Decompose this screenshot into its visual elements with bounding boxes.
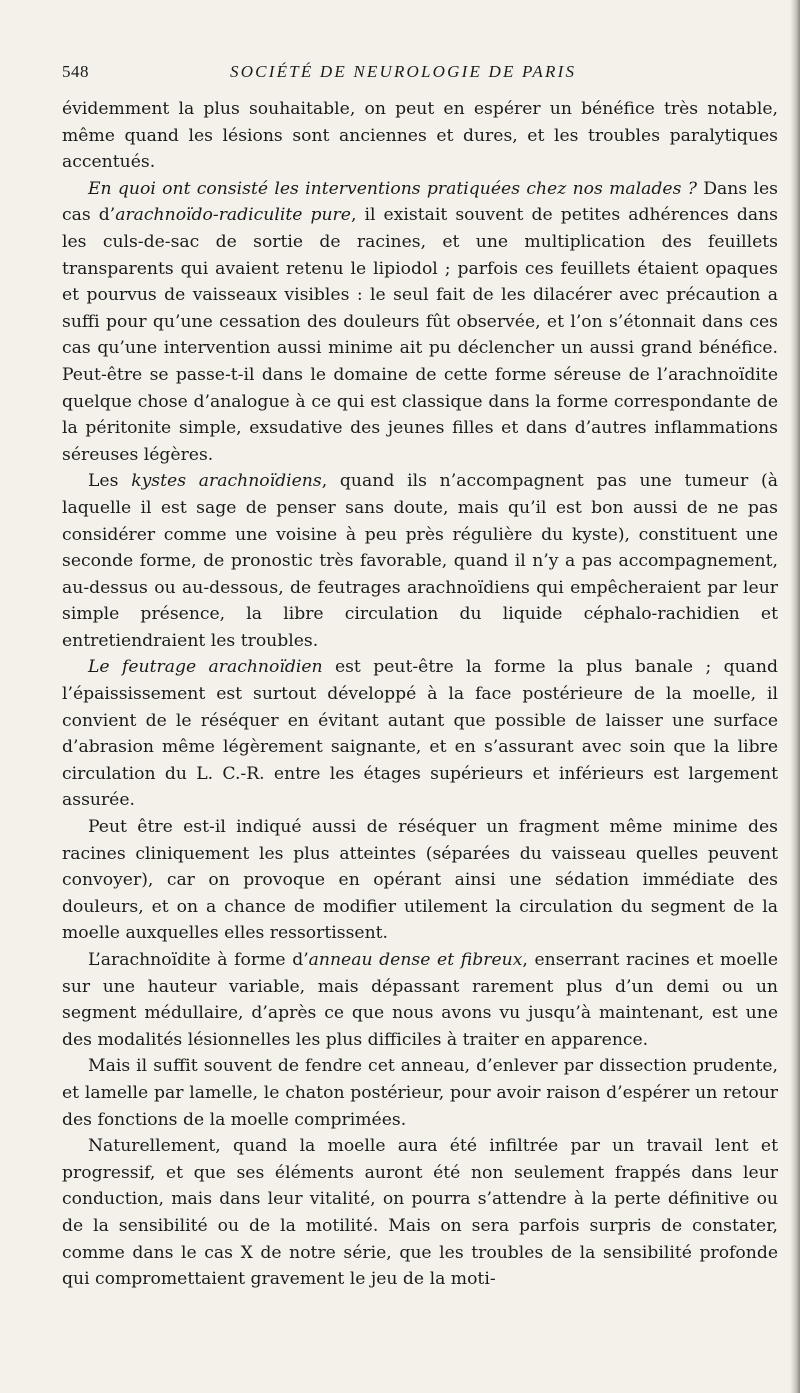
paragraph-3-text-a: Les [88, 471, 132, 492]
paragraph-2 [62, 176, 778, 469]
paragraph-7 [62, 1053, 778, 1133]
paragraph-8 [62, 1133, 778, 1293]
paragraph-3 [62, 468, 778, 654]
page-edge-shadow [790, 0, 800, 1393]
paragraph-3-text-b: , quand ils n’accompagnent pas une tumeur (à laquelle il est sage de penser sans doute, mais qu’il est bon aussi de ne pas considérer comme une voisine à peu près régulière du kyste), constituent une seconde forme, de pronostic très favorable, quand il n’y a pas accompagnement, au-dessus ou au-dessous, de feutrages arachnoïdiens qui empêcheraient par leur simple présence, la libre circulation du liquide céphalo-rachidien et entretiendraient les troubles. [62, 471, 778, 651]
paragraph-6 [62, 947, 778, 1053]
paragraph-2-italic-question: En quoi ont consisté les interventions pratiquées chez nos malades ? [88, 178, 697, 199]
paragraph-4-italic-term: Le feutrage arachnoïdien [88, 657, 323, 678]
paragraph-2-text-b: , il existait souvent de petites adhérences dans les culs-de-sac de sortie de racines, et une multiplication des feuillets transparents qui avaient retenu le lipiodol ; parfois ces feuillets étaient opaques et pourvus de vaisseaux visibles : le seul fait de les dilacérer avec précaution a suffi pour qu’une cessation des douleurs fût observée, et l’on s’étonnait dans ces cas qu’une intervention aussi minime ait pu déclencher un aussi grand bénéfice. Peut-être se passe-t-il dans le domaine de cette forme séreuse de l’arachnoïdite quelque chose d’analogue à ce qui est classique dans la forme correspondante de la péritonite simple, exsudative des jeunes filles et dans d’autres inflammations séreuses légères. [62, 205, 778, 465]
paragraph-3-italic-term: kystes arachnoïdiens [131, 471, 322, 492]
paragraph-2-text-a: Dans les cas d’ [62, 178, 778, 226]
paragraph-1-text: évidemment la plus souhaitable, on peut en espérer un bénéfice très notable, même quand les lésions sont anciennes et dures, et les troubles paralytiques accentués. [62, 99, 778, 173]
page-header [62, 62, 762, 86]
page-number: 548 [62, 62, 89, 81]
running-title: SOCIÉTÉ DE NEUROLOGIE DE PARIS [230, 62, 577, 81]
paragraph-8-text: Naturellement, quand la moelle aura été infiltrée par un travail lent et progressif, et que ses éléments auront été non seulement frappés dans leur conduction, mais dans leur vitalité, on pourra s’attendre à la perte définitive ou de la sensibilité ou de la motilité. Mais on sera parfois surpris de constater, comme dans le cas X de notre série, que les troubles de la sensibilité profonde qui compromettaient gravement le jeu de la moti- [62, 1136, 778, 1290]
paragraph-4-text: est peut-être la forme la plus banale ; quand l’épaississement est surtout développé à la face postérieure de la moelle, il convient de le réséquer en évitant autant que possible de laisser une surface d’abrasion même légèrement saignante, et en s’assurant avec soin que la libre circulation du L. C.-R. entre les étages supérieurs et inférieurs est largement assurée. [62, 657, 779, 811]
paragraph-4 [62, 654, 778, 814]
paragraph-6-italic-term: anneau dense et fibreux [308, 950, 523, 970]
article-body [62, 96, 778, 1293]
paragraph-6-text-a: L’arachnoïdite à forme d’ [88, 950, 309, 970]
paragraph-2-italic-term: arachnoïdo-radiculite pure [115, 205, 351, 226]
paragraph-6-text-b: , enserrant racines et moelle sur une hauteur variable, mais dépassant rarement plus d’un demi ou un segment médullaire, d’après ce que nous avons vu jusqu’à maintenant, est une des modalités lésionnelles les plus difficiles à traiter en apparence. [62, 950, 778, 1050]
paragraph-1 [62, 96, 778, 176]
paragraph-5 [62, 814, 778, 947]
paragraph-7-text: Mais il suffit souvent de fendre cet anneau, d’enlever par dissection prudente, et lamelle par lamelle, le chaton postérieur, pour avoir raison d’espérer un retour des fonctions de la moelle comprimées. [62, 1056, 778, 1130]
paragraph-5-text: Peut être est-il indiqué aussi de réséquer un fragment même minime des racines cliniquement les plus atteintes (séparées du vaisseau quelles peuvent convoyer), car on provoque en opérant ainsi une sédation immédiate des douleurs, et on a chance de modifier utilement la circulation du segment de la moelle auxquelles elles ressortissent. [62, 817, 778, 944]
